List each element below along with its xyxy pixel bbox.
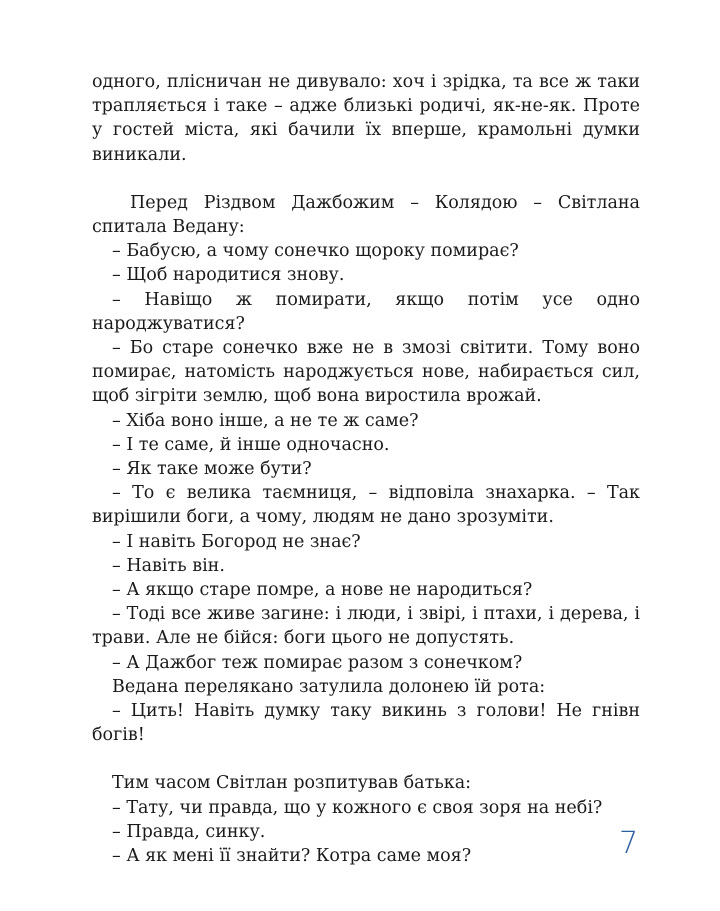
dialogue-line: – Навіщо ж помирати, якщо потім усе одно народжуватися? bbox=[92, 289, 640, 334]
paragraph-narration: Перед Різдвом Дажбожим – Колядою – Світлана спитала Ведану: bbox=[92, 192, 640, 238]
paragraph-narration: Тим часом Світлан розпитував батька: bbox=[112, 773, 472, 794]
dialogue-line: – А якщо старе помре, а нове не народиться? bbox=[112, 580, 533, 601]
dialogue-line: – Тату, чи правда, що у кожного є своя зоря на небі? bbox=[112, 797, 603, 818]
dialogue-line: – Хіба воно інше, а не те ж саме? bbox=[112, 410, 419, 431]
dialogue-line: – А Дажбог теж помирає разом з сонечком? bbox=[112, 652, 523, 673]
dialogue-line: – Правда, синку. bbox=[112, 821, 266, 842]
paragraph-narration: Ведана перелякано затулила долонею їй рота: bbox=[112, 676, 546, 697]
paragraph-gap bbox=[92, 747, 640, 771]
body-text bbox=[92, 70, 640, 868]
dialogue-line: – А як мені її знайти? Котра саме моя? bbox=[112, 846, 472, 867]
paragraph-gap bbox=[92, 167, 640, 191]
dialogue-line: – Як таке може бути? bbox=[112, 459, 312, 480]
dialogue-line: – Бо старе сонечко вже не в змозі світити. Тому воно помирає, натомість народжується нове, набирається сил, щоб зігріти землю, щоб вона виростила врожай. bbox=[92, 338, 640, 407]
page-number: 7 bbox=[619, 826, 639, 861]
dialogue-line: – Щоб народитися знову. bbox=[112, 265, 345, 286]
dialogue-line: – То є велика таємниця, – відповіла знахарка. – Так вирішили боги, а чому, людям не дано зрозуміти. bbox=[92, 483, 640, 528]
dialogue-line: – Тоді все живе загине: і люди, і звірі, і птахи, і дерева, і трави. Але не бійся: боги цього не допустять. bbox=[92, 604, 640, 649]
paragraph-continuation: одного, плісничан не дивувало: хоч і зрідка, та все ж таки трапляється і таке – адже близькі родичі, як-не-як. Проте у гостей міста, які бачили їх вперше, крамольні думки виникали. bbox=[92, 72, 640, 165]
dialogue-line: – Цить! Навіть думку таку викинь з голови! Не гнівн богів! bbox=[92, 701, 640, 746]
dialogue-line: – І навіть Богород не знає? bbox=[112, 531, 361, 552]
dialogue-line: – І те саме, й інше одночасно. bbox=[112, 434, 390, 455]
dialogue-line: – Бабусю, а чому сонечко щороку помирає? bbox=[112, 241, 519, 262]
dialogue-line: – Навіть він. bbox=[112, 555, 225, 576]
